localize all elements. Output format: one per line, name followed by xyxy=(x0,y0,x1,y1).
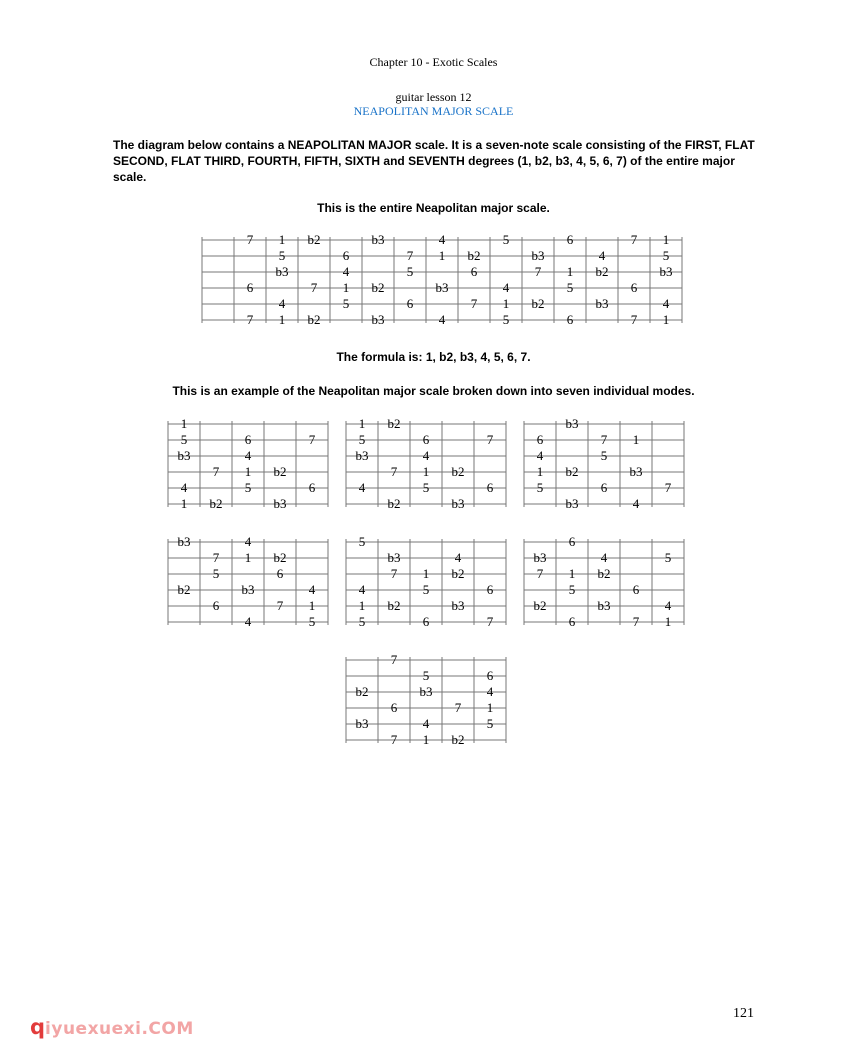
scale-degree-note: 4 xyxy=(244,448,252,463)
scale-degree-note: 4 xyxy=(438,312,446,327)
scale-degree-note: b2 xyxy=(273,464,287,479)
scale-degree-note: 6 xyxy=(246,280,254,295)
scale-degree-note: 4 xyxy=(422,448,430,463)
scale-degree-note: b2 xyxy=(273,550,287,565)
scale-degree-note: b2 xyxy=(451,464,465,479)
scale-degree-note: b3 xyxy=(451,598,465,613)
intro-paragraph: The diagram below contains a NEAPOLITAN MAJOR scale. It is a seven-note scale consisting of the FIRST, FLAT SECOND, FLAT THIRD, FOURTH, FIFTH, SIXTH and SEVENTH degrees (1, b2, b3, 4, 5, 6, 7) of the entire major scale. xyxy=(113,138,755,184)
scale-degree-note: 5 xyxy=(406,264,414,279)
scale-degree-note: b3 xyxy=(241,582,255,597)
scale-degree-note: 4 xyxy=(486,684,494,699)
scale-degree-note: b3 xyxy=(659,264,673,279)
scale-degree-note: 1 xyxy=(568,566,576,581)
scale-degree-note: 6 xyxy=(566,312,574,327)
scale-degree-note: 7 xyxy=(470,296,478,311)
scale-degree-note: b2 xyxy=(307,232,321,247)
scale-degree-note: 6 xyxy=(422,432,430,447)
scale-degree-note: 4 xyxy=(502,280,510,295)
scale-degree-note: b3 xyxy=(595,296,609,311)
scale-degree-note: b2 xyxy=(565,464,579,479)
scale-degree-note: 1 xyxy=(566,264,574,279)
scale-degree-note: 5 xyxy=(244,480,252,495)
scale-degree-note: b2 xyxy=(209,496,223,511)
scale-degree-note: 7 xyxy=(630,312,638,327)
scale-degree-note: 6 xyxy=(342,248,350,263)
scale-degree-note: 4 xyxy=(422,716,430,731)
scale-degree-note: 6 xyxy=(568,614,576,629)
watermark-text: iyuexuexi.COM xyxy=(45,1019,194,1039)
scale-degree-note: 4 xyxy=(536,448,544,463)
scale-degree-note: 5 xyxy=(358,534,366,549)
scale-degree-note: 5 xyxy=(358,614,366,629)
scale-degree-note: 7 xyxy=(390,652,398,667)
mode-2-fretboard xyxy=(346,416,518,515)
scale-degree-note: 7 xyxy=(630,232,638,247)
scale-degree-note: 7 xyxy=(536,566,544,581)
scale-degree-note: 5 xyxy=(662,248,670,263)
mode-1-fretboard xyxy=(168,416,340,515)
scale-degree-note: 1 xyxy=(180,496,188,511)
scale-degree-note: 5 xyxy=(502,232,510,247)
scale-degree-note: b3 xyxy=(565,496,579,511)
scale-degree-note: 7 xyxy=(406,248,414,263)
scale-degree-note: b3 xyxy=(177,534,191,549)
watermark-logo xyxy=(30,1015,194,1039)
scale-degree-note: 6 xyxy=(536,432,544,447)
scale-degree-note: b2 xyxy=(177,582,191,597)
scale-degree-note: 1 xyxy=(486,700,494,715)
scale-degree-note: 7 xyxy=(310,280,318,295)
scale-degree-note: 5 xyxy=(342,296,350,311)
scale-degree-note: 6 xyxy=(276,566,284,581)
modes-caption: This is an example of the Neapolitan major scale broken down into seven individual modes. xyxy=(172,384,695,398)
scale-degree-note: 7 xyxy=(632,614,640,629)
scale-degree-note: 4 xyxy=(598,248,606,263)
mode-7-fretboard xyxy=(346,652,518,751)
scale-degree-note: 7 xyxy=(246,312,254,327)
scale-degree-note: 1 xyxy=(244,550,252,565)
scale-degree-note: 6 xyxy=(568,534,576,549)
scale-degree-note: 7 xyxy=(600,432,608,447)
scale-degree-note: b2 xyxy=(597,566,611,581)
scale-degree-note: 7 xyxy=(390,732,398,747)
mode-3-fretboard xyxy=(524,416,696,515)
scale-degree-note: 5 xyxy=(536,480,544,495)
scale-degree-note: b2 xyxy=(533,598,547,613)
scale-degree-note: 7 xyxy=(276,598,284,613)
scale-degree-note: b3 xyxy=(531,248,545,263)
scale-degree-note: 4 xyxy=(438,232,446,247)
scale-degree-note: b3 xyxy=(371,232,385,247)
scale-degree-note: 5 xyxy=(664,550,672,565)
scale-degree-note: 7 xyxy=(534,264,542,279)
scale-degree-note: 4 xyxy=(342,264,350,279)
scale-degree-note: 6 xyxy=(470,264,478,279)
scale-degree-note: 7 xyxy=(390,464,398,479)
mode-6-fretboard xyxy=(524,534,696,633)
scale-degree-note: b3 xyxy=(275,264,289,279)
scale-degree-note: 1 xyxy=(662,312,670,327)
scale-degree-note: 1 xyxy=(438,248,446,263)
scale-degree-note: b3 xyxy=(371,312,385,327)
scale-degree-note: 6 xyxy=(308,480,316,495)
scale-degree-note: b3 xyxy=(355,716,369,731)
scale-degree-note: 4 xyxy=(180,480,188,495)
scale-degree-note: 1 xyxy=(180,416,188,431)
entire-scale-caption: This is the entire Neapolitan major scale. xyxy=(317,201,550,215)
scale-degree-note: 4 xyxy=(664,598,672,613)
scale-degree-note: 5 xyxy=(358,432,366,447)
scale-degree-note: 1 xyxy=(244,464,252,479)
scale-degree-note: b3 xyxy=(629,464,643,479)
scale-degree-note: 7 xyxy=(454,700,462,715)
scale-degree-note: 4 xyxy=(632,496,640,511)
scale-degree-note: 6 xyxy=(244,432,252,447)
scale-degree-note: 4 xyxy=(308,582,316,597)
scale-degree-note: 1 xyxy=(278,312,286,327)
scale-degree-note: b2 xyxy=(467,248,481,263)
scale-degree-note: b3 xyxy=(387,550,401,565)
scale-degree-note: b2 xyxy=(451,566,465,581)
formula-text: The formula is: 1, b2, b3, 4, 5, 6, 7. xyxy=(336,350,531,364)
scale-degree-note: 1 xyxy=(536,464,544,479)
scale-degree-note: b3 xyxy=(355,448,369,463)
scale-degree-note: b3 xyxy=(177,448,191,463)
scale-degree-note: 1 xyxy=(422,566,430,581)
scale-degree-note: b3 xyxy=(565,416,579,431)
scale-degree-note: 5 xyxy=(180,432,188,447)
scale-degree-note: 6 xyxy=(422,614,430,629)
scale-degree-note: b2 xyxy=(387,416,401,431)
scale-degree-note: 6 xyxy=(630,280,638,295)
scale-degree-note: b3 xyxy=(419,684,433,699)
scale-degree-note: 5 xyxy=(308,614,316,629)
scale-degree-note: b2 xyxy=(307,312,321,327)
scale-degree-note: 4 xyxy=(358,582,366,597)
scale-degree-note: b3 xyxy=(451,496,465,511)
mode-5-fretboard xyxy=(346,534,518,633)
scale-degree-note: 4 xyxy=(600,550,608,565)
scale-title: NEAPOLITAN MAJOR SCALE xyxy=(353,104,514,118)
scale-degree-note: 5 xyxy=(422,480,430,495)
scale-degree-note: 1 xyxy=(308,598,316,613)
scale-degree-note: 4 xyxy=(278,296,286,311)
scale-degree-note: 6 xyxy=(566,232,574,247)
scale-degree-note: b2 xyxy=(371,280,385,295)
scale-degree-note: b2 xyxy=(451,732,465,747)
scale-degree-note: 5 xyxy=(502,312,510,327)
scale-degree-note: 5 xyxy=(600,448,608,463)
scale-degree-note: 4 xyxy=(244,614,252,629)
scale-degree-note: 5 xyxy=(566,280,574,295)
scale-degree-note: 1 xyxy=(662,232,670,247)
scale-degree-note: 7 xyxy=(486,614,494,629)
scale-degree-note: 7 xyxy=(246,232,254,247)
scale-degree-note: 6 xyxy=(406,296,414,311)
watermark-prefix: q xyxy=(30,1015,46,1039)
scale-degree-note: 6 xyxy=(600,480,608,495)
scale-degree-note: b3 xyxy=(533,550,547,565)
entire-scale-fretboard xyxy=(202,232,673,331)
page-number: 121 xyxy=(733,1006,754,1021)
scale-degree-note: b2 xyxy=(387,598,401,613)
scale-degree-note: 6 xyxy=(390,700,398,715)
scale-degree-note: b3 xyxy=(435,280,449,295)
scale-degree-note: 1 xyxy=(632,432,640,447)
scale-degree-note: 5 xyxy=(422,668,430,683)
scale-degree-note: 7 xyxy=(308,432,316,447)
scale-degree-note: 1 xyxy=(358,598,366,613)
scale-degree-note: 1 xyxy=(358,416,366,431)
lesson-label: guitar lesson 12 xyxy=(395,90,472,104)
scale-degree-note: 1 xyxy=(664,614,672,629)
scale-degree-note: 1 xyxy=(278,232,286,247)
scale-degree-note: 7 xyxy=(212,550,220,565)
scale-degree-note: 1 xyxy=(502,296,510,311)
scale-degree-note: 6 xyxy=(212,598,220,613)
scale-degree-note: 6 xyxy=(486,582,494,597)
scale-degree-note: b2 xyxy=(531,296,545,311)
scale-degree-note: b2 xyxy=(595,264,609,279)
scale-degree-note: 7 xyxy=(664,480,672,495)
scale-degree-note: b2 xyxy=(387,496,401,511)
scale-degree-note: 4 xyxy=(454,550,462,565)
scale-degree-note: 1 xyxy=(422,732,430,747)
chapter-header: Chapter 10 - Exotic Scales xyxy=(369,55,498,69)
scale-degree-note: 7 xyxy=(486,432,494,447)
scale-degree-note: 7 xyxy=(390,566,398,581)
scale-degree-note: 7 xyxy=(212,464,220,479)
scale-degree-note: 6 xyxy=(486,668,494,683)
scale-degree-note: 4 xyxy=(358,480,366,495)
scale-degree-note: 5 xyxy=(212,566,220,581)
scale-degree-note: 4 xyxy=(662,296,670,311)
scale-degree-note: 5 xyxy=(278,248,286,263)
scale-degree-note: 5 xyxy=(422,582,430,597)
scale-degree-note: b3 xyxy=(597,598,611,613)
mode-4-fretboard xyxy=(168,534,340,633)
scale-degree-note: 5 xyxy=(568,582,576,597)
scale-degree-note: 5 xyxy=(486,716,494,731)
scale-degree-note: 1 xyxy=(422,464,430,479)
scale-degree-note: 6 xyxy=(486,480,494,495)
scale-degree-note: 4 xyxy=(244,534,252,549)
scale-degree-note: 6 xyxy=(632,582,640,597)
scale-degree-note: b2 xyxy=(355,684,369,699)
scale-degree-note: b3 xyxy=(273,496,287,511)
scale-degree-note: 1 xyxy=(342,280,350,295)
